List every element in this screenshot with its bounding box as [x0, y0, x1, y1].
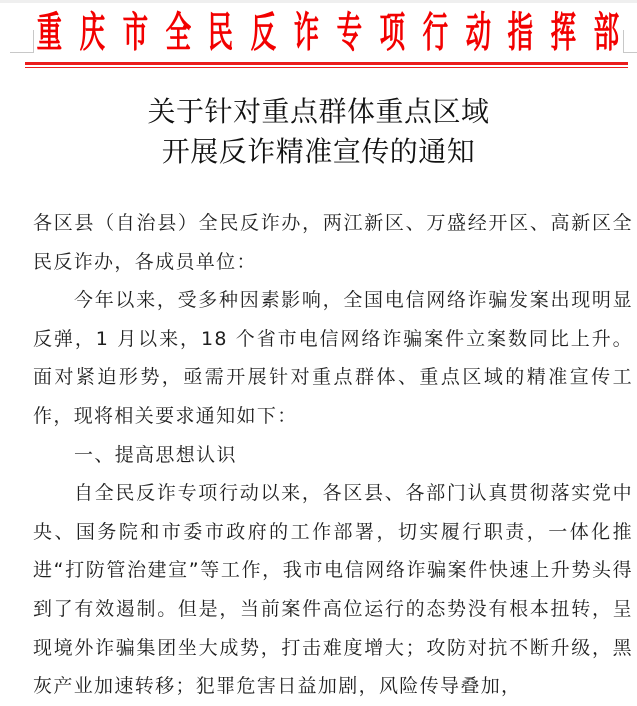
title-line-2: 开展反诈精准宣传的通知	[161, 135, 476, 168]
section-heading-1: 一、提高思想认识	[74, 443, 237, 466]
title-line-1: 关于针对重点群体重点区域	[147, 95, 490, 128]
masthead-char: 专	[336, 9, 363, 58]
masthead-char: 指	[508, 9, 534, 58]
document-title	[0, 92, 637, 172]
masthead-char: 市	[122, 9, 148, 58]
masthead-char: 庆	[79, 9, 106, 58]
masthead-char: 动	[465, 9, 491, 58]
masthead-char: 项	[379, 9, 406, 58]
document-masthead	[28, 10, 628, 58]
window-top-edge	[0, 0, 637, 3]
document-body	[33, 204, 633, 706]
masthead-char: 反	[250, 9, 277, 58]
salutation: 各区县（自治县）全民反诈办，两江新区、万盛经开区、高新区全民反诈办，各成员单位：	[33, 212, 633, 273]
masthead-char: 全	[165, 9, 191, 58]
masthead-red-rule-thick	[25, 62, 628, 65]
masthead-char: 重	[36, 9, 63, 58]
masthead-char: 部	[593, 9, 620, 58]
masthead-char: 民	[208, 9, 234, 58]
masthead-char: 挥	[550, 9, 577, 58]
masthead-char: 诈	[293, 9, 320, 58]
masthead-red-rule-thin	[25, 67, 628, 68]
paragraph-section-1: 自全民反诈专项行动以来，各区县、各部门认真贯彻落实党中央、国务院和市委市政府的工作部署，切实履行职责，一体化推进“打防管治建宣”等工作，我市电信网络诈骗案件快速上升势头得到了有效遏制。但是，当前案件高位运行的态势没有根本扭转，呈现境外诈骗集团坐大成势，打击难度增大；攻防对抗不断升级，黑灰产业加速转移；犯罪危害日益加剧，风险传导叠加，	[33, 482, 633, 698]
masthead-char: 行	[422, 9, 448, 58]
paragraph-background: 今年以来，受多种因素影响，全国电信网络诈骗发案出现明显反弹，1 月以来，18 个省市电信网络诈骗案件立案数同比上升。面对紧迫形势，亟需开展针对重点群体、重点区域的精准宣传工作，现将相关要求通知如下：	[33, 289, 633, 427]
